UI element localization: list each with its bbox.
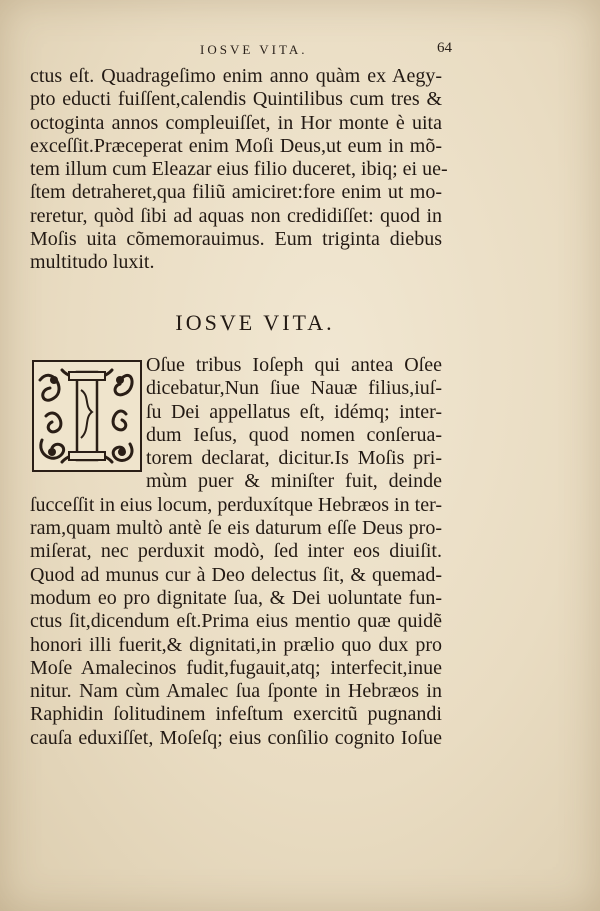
- running-head: IOSVE VITA.: [200, 42, 308, 57]
- text-line: pto educti fuiſſent,calendis Quintilibus cum tres &: [30, 88, 442, 111]
- text-line: mùm puer & miniſter fuit, deinde: [146, 470, 442, 493]
- text-line: ctus eſt. Quadrageſimo enim anno quàm ex Aegy-: [30, 65, 442, 87]
- text-line: Quod ad munus cur à Deo delectus ſit, & quemad-: [30, 563, 442, 586]
- text-line: torem declarat, dicitur.Is Moſis pri-: [146, 447, 442, 470]
- paragraph-end-previous-chapter: [30, 65, 448, 275]
- text-line: cauſa eduxiſſet, Moſeſq; eius conſilio cognito Ioſue: [30, 726, 442, 749]
- text-line: ram,quam multò antè ſe eis daturum eſſe Deus pro-: [30, 517, 442, 540]
- page-number: 64: [437, 40, 452, 56]
- text-line: exceſſit.Præceperat enim Moſi Deus,ut eum in mõ-: [30, 134, 442, 157]
- text-line: tem illum cum Eleazar eius filio duceret, ibiq; ei ue-: [30, 158, 448, 181]
- text-line: multitudo luxit.: [30, 251, 155, 274]
- text-line: ſu Dei appellatus eſt, idémq; inter-: [146, 400, 442, 423]
- text-line: dum Ieſus, quod nomen conſerua-: [146, 423, 442, 446]
- text-line: reretur, quòd ſibi ad aquas non credidiſſet: quod in: [30, 204, 442, 227]
- text-line: Moſe Amalecinos fudit,fugauit,atq; interfecit,inue: [30, 656, 442, 679]
- section-title: IOSVE VITA.: [175, 310, 335, 335]
- text-line: Moſis uita cõmemorauimus. Eum triginta diebus: [30, 228, 442, 251]
- text-line: modum eo pro dignitate ſua, & Dei uoluntate fun-: [30, 586, 442, 609]
- text-line: nitur. Nam cùm Amalec ſua ſponte in Hebræos in: [30, 680, 442, 703]
- text-line: dicebatur,Nun ſiue Nauæ filius,iuſ-: [146, 377, 442, 400]
- text-line: ſucceſſit in eius locum, perduxítque Hebræos in ter-: [30, 493, 442, 516]
- text-line: miſerat, nec perduxit modò, ſed inter eos diuiſit.: [30, 540, 442, 563]
- text-line: octoginta annos compleuiſſet, in Hor monte è uita: [30, 111, 442, 134]
- paragraph-iosue-vita: [30, 354, 442, 750]
- text-line: ſtem detraheret,qua filiũ amiciret:fore enim ut mo-: [30, 181, 442, 204]
- text-line: Raphidin ſolitudinem infeſtum exercitũ pugnandi: [30, 703, 442, 726]
- text-line: Oſue tribus Ioſeph qui antea Oſee: [146, 354, 442, 376]
- text-line: honori illi fuerit,& dignitati,in prælio quo dux pro: [30, 633, 442, 656]
- text-line: ctus ſit,dicendum eſt.Prima eius mentio quæ quidẽ: [30, 610, 442, 633]
